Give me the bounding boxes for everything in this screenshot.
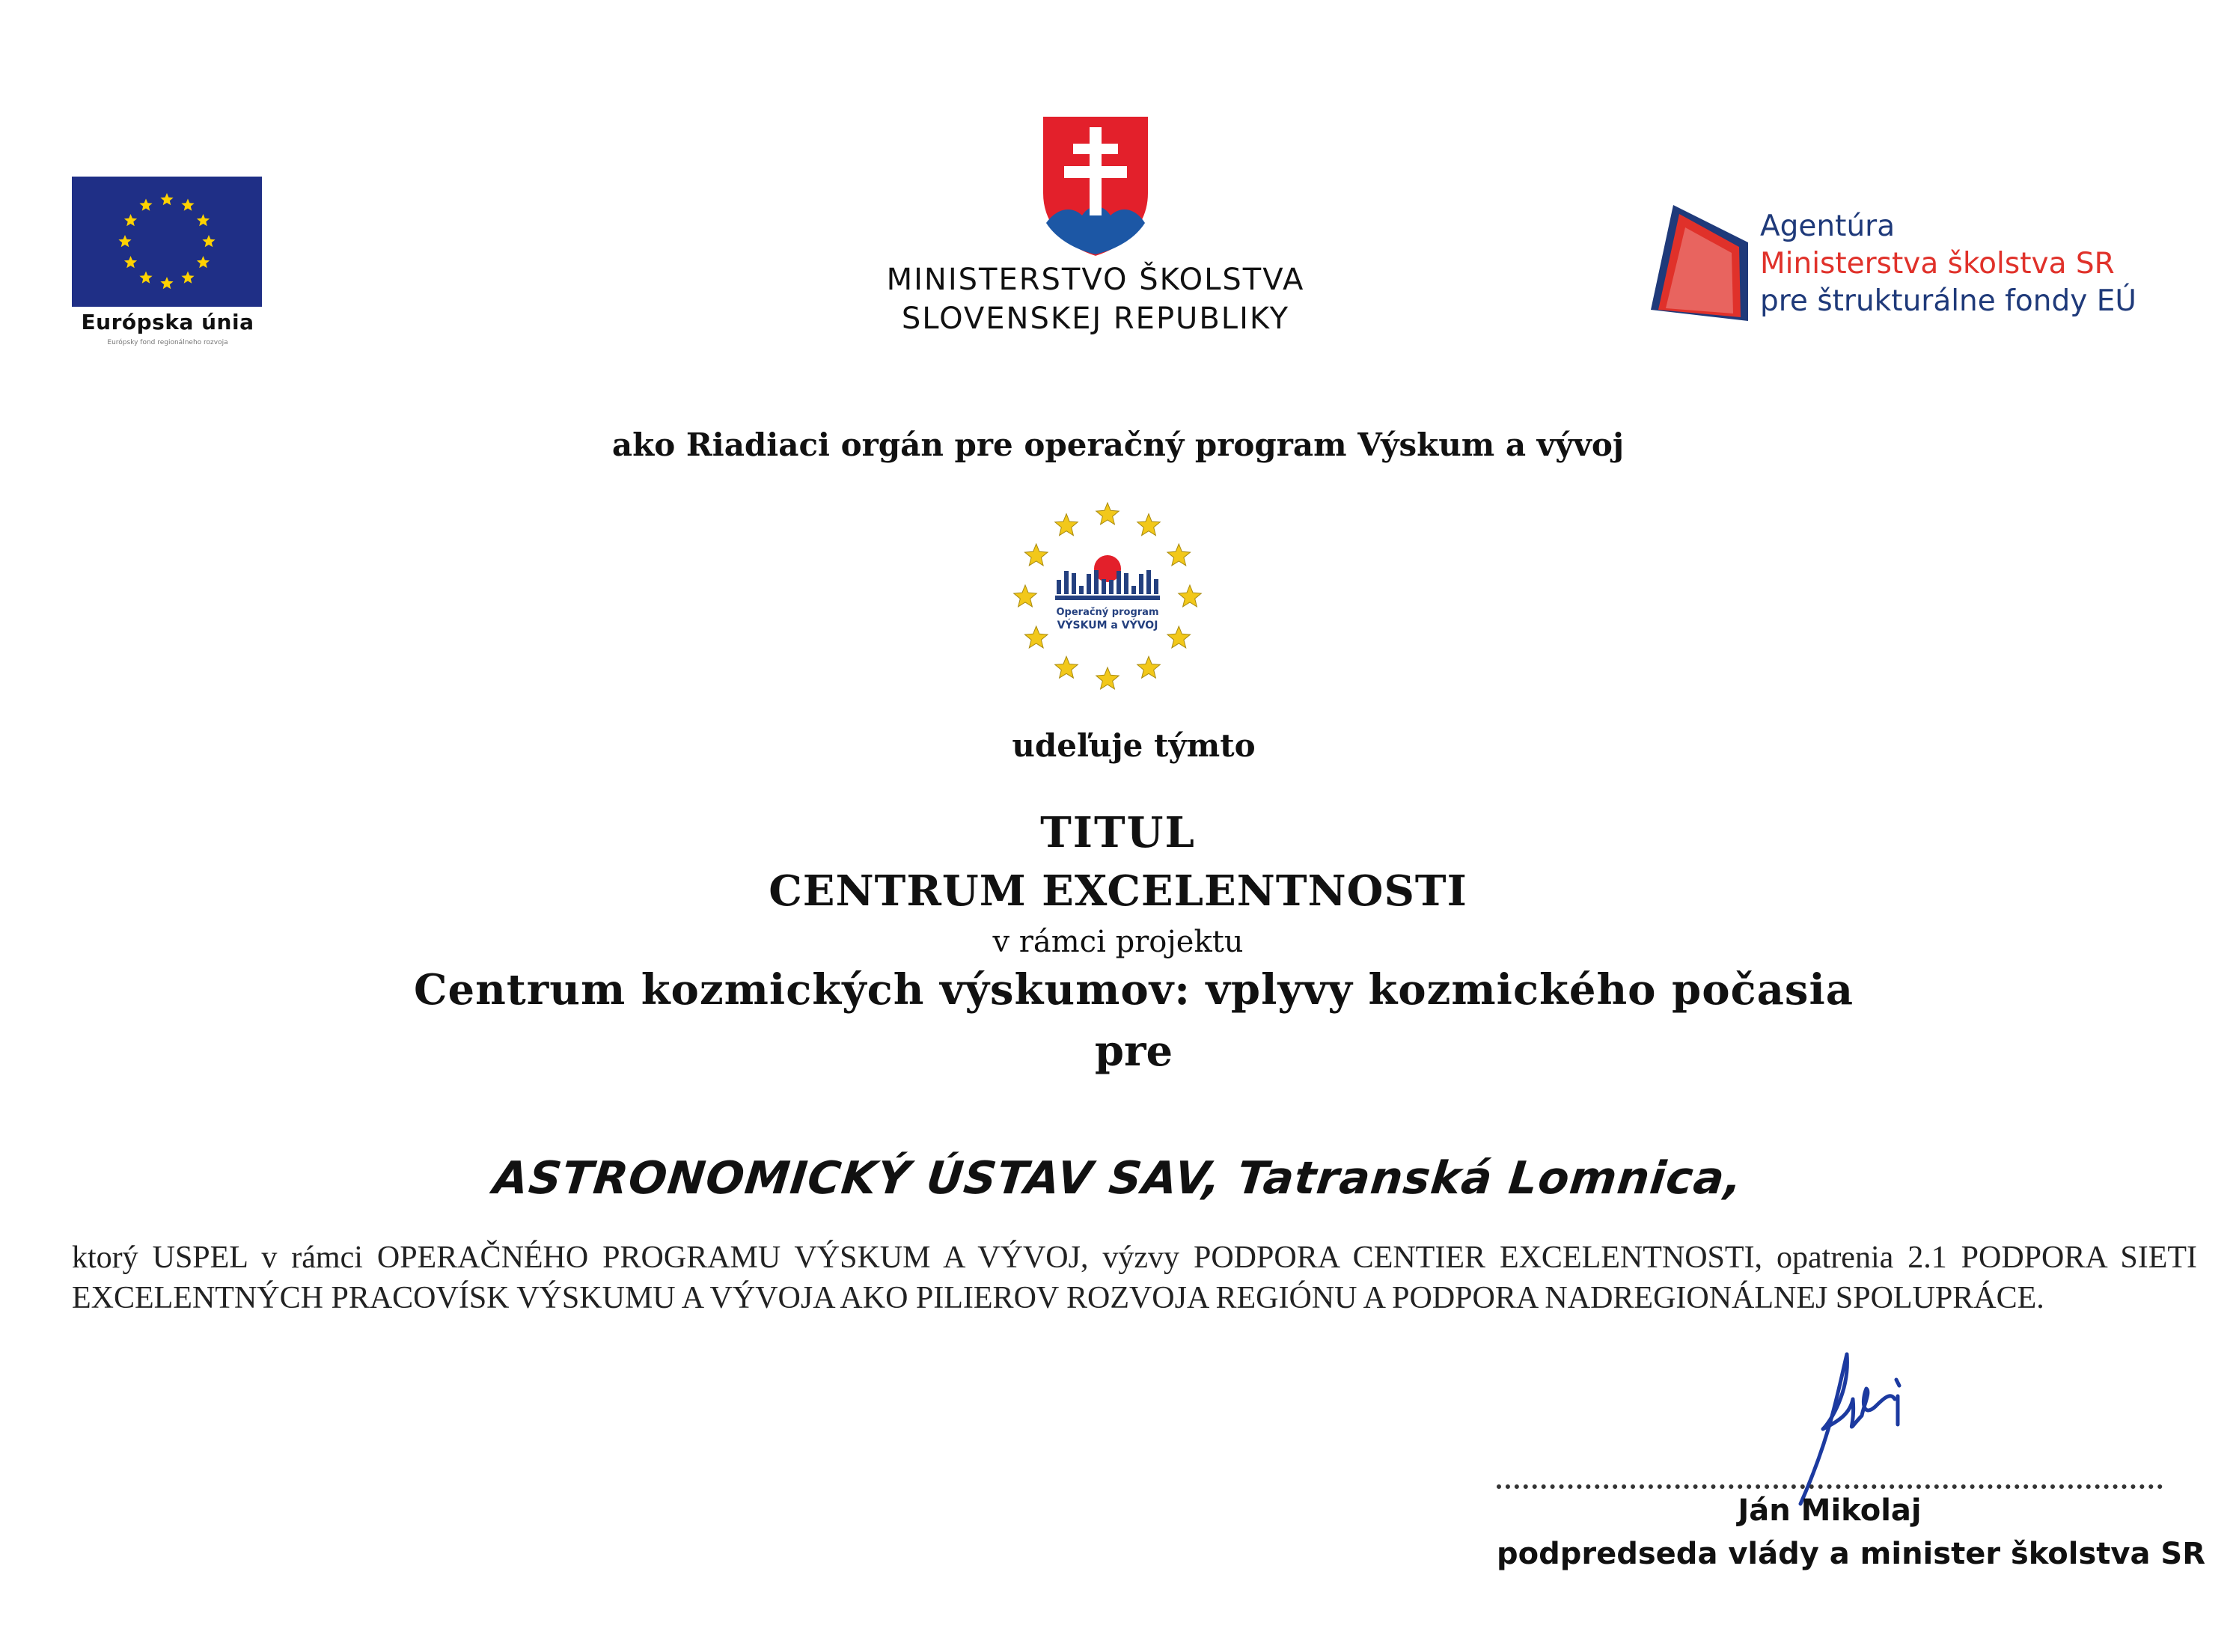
- op-research-logo-icon: [1010, 500, 1205, 694]
- agency-logo: [1643, 193, 2197, 335]
- for-text: pre: [1094, 1027, 1173, 1076]
- eu-sublabel: Európsky fond regionálneho rozvoja: [107, 339, 228, 346]
- agency-book-icon: [1643, 198, 1756, 325]
- signature-line: [1497, 1484, 2163, 1489]
- within-project-text: v rámci projektu: [992, 925, 1244, 959]
- op-logo-line1: Operačný program: [1056, 607, 1159, 618]
- recipient-name: ASTRONOMICKÝ ÚSTAV SAV, Tatranská Lomnica,: [490, 1152, 1746, 1205]
- project-name: Centrum kozmických výskumov: vplyvy kozmického počasia: [413, 965, 1854, 1015]
- slovak-coat-of-arms-icon: [1036, 111, 1155, 260]
- agency-name-line1: Agentúra: [1760, 209, 1896, 243]
- title-label: TITUL: [1040, 808, 1196, 857]
- eu-flag-icon: [72, 177, 262, 307]
- ministry-logo: [819, 111, 1372, 338]
- signatory-title: podpredseda vlády a minister školstva SR: [1497, 1537, 2206, 1571]
- certificate-title: CENTRUM EXCELENTNOSTI: [769, 866, 1467, 916]
- agency-name-line2: Ministerstva školstva SR: [1760, 247, 2115, 281]
- managing-authority-text: ako Riadiaci orgán pre operačný program Výskum a vývoj: [611, 426, 1625, 463]
- grants-text: udeľuje týmto: [1012, 727, 1256, 764]
- op-logo-line2: VÝSKUM a VÝVOJ: [1057, 620, 1158, 631]
- agency-name-line3: pre štrukturálne fondy EÚ: [1760, 284, 2136, 318]
- eu-label: Európska únia: [81, 310, 254, 334]
- ministry-name-line2: SLOVENSKEJ REPUBLIKY: [901, 302, 1290, 336]
- ministry-name-line1: MINISTERSTVO ŠKOLSTVA: [886, 263, 1305, 297]
- eu-logo: [72, 177, 263, 346]
- certificate-body: ktorý USPEL v rámci OPERAČNÉHO PROGRAMU VÝSKUM A VÝVOJ, výzvy PODPORA CENTIER EXCELENTNOSTI, opatrenia 2.1 PODPORA SIETI EXCELENTNÝCH PRACOVÍSK VÝSKUMU A VÝVOJA AKO PILIEROV ROZVOJA REGIÓNU A PODPORA NADREGIONÁLNEJ SPOLUPRÁCE.: [72, 1240, 2197, 1315]
- signatory-name: Ján Mikolaj: [1738, 1493, 1922, 1528]
